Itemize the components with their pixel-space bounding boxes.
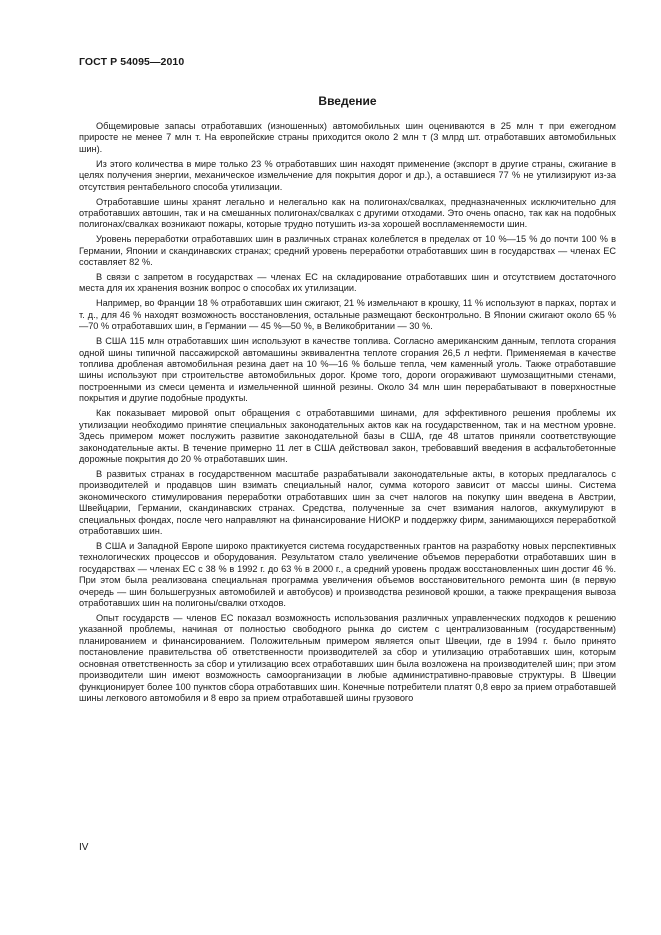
paragraph-9: В развитых странах в государственном масштабе разрабатывали законодательные акты, в которых предлагалось с производителей и продавцов шин взимать специальный налог, сумма которого зависит от массы шины. Система экономического стимулирования переработки отработавших шин за счет налогов на покупку шин введена в Австрии, Швейцарии, Германии, скандинавских странах. Средства, полученные за счет взимания налогов, аккумулируют в специальных фондах, после чего направляют на финансирование НИОКР и поддержку фирм, занимающихся переработкой отработавших шин.	[79, 468, 616, 537]
paragraph-5: В связи с запретом в государствах — членах ЕС на складирование отработавших шин и отсутствием достаточного места для их хранения возник вопрос о способах их утилизации.	[79, 272, 616, 294]
paragraph-4: Уровень переработки отработавших шин в различных странах колеблется в пределах от 10 %—15 % до почти 100 % в Германии, Японии и скандинавских странах; средний уровень переработки отработавших шин в государствах — членах ЕС составляет 82 %.	[79, 234, 616, 268]
page-number: IV	[79, 842, 89, 853]
paragraph-2: Из этого количества в мире только 23 % отработавших шин находят применение (экспорт в другие страны, сжигание в целях получения энергии, механическое измельчение для покрытия дорог и др.), а оставшиеся 77 % не утилизируют из-за отсутствия рентабельного способа утилизации.	[79, 158, 616, 192]
paragraph-11: Опыт государств — членов ЕС показал возможность использования различных управленческих подходов к решению указанной проблемы, начиная от полностью свободного рынка до систем с централизованным (государственным) планированием и финансированием. Положительным примером является опыт Швеции, где в 1994 г. было принято постановление правительства об ответственности производителей за сбор и утилизацию отработавших шин, которым основная ответственность за сбор и утилизацию всех отработавших шин была возложена на производителей шин; при этом производители шин имеют возможность самоорганизации в любые административно-правовые структуры. В Швеции функционирует более 100 пунктов сбора отработавших шин. Конечные потребители платят 0,8 евро за прием отработавшей шины легкового автомобиля и 8 евро за прием отработавшей шины грузового	[79, 613, 616, 704]
document-header-standard-code: ГОСТ Р 54095—2010	[79, 56, 185, 68]
document-body	[79, 121, 616, 708]
paragraph-7: В США 115 млн отработавших шин используют в качестве топлива. Согласно американским данным, теплота сгорания одной шины типичной пассажирской автомашины эквивалентна теплоте сгорания 26,5 л нефти. Применяемая в качестве топлива дробленая автомобильная резина дает на 10 %—16 % больше тепла, чем каменный уголь. Также отработавшие шины используют при строительстве автомобильных дорог. Кроме того, дороги огораживают шумозащитными стенами, построенными из смеси цемента и измельченной шинной резины. Около 34 млн шин перерабатывают в поверхностные покрытия и другие подобные продукты.	[79, 336, 616, 404]
paragraph-3: Отработавшие шины хранят легально и нелегально как на полигонах/свалках, предназначенных исключительно для отработавших автошин, так и на смешанных полигонах/свалках с другими отходами. Это очень опасно, так как на подобных полигонах/свалках возникают пожары, которые трудно потушить из-за хорошей воспламеняемости шин.	[79, 196, 616, 230]
paragraph-1: Общемировые запасы отработавших (изношенных) автомобильных шин оцениваются в 25 млн т при ежегодном приросте не менее 7 млн т. На европейские страны приходится около 2 млн т (3 млрд шт. отработавших автомобильных шин).	[79, 121, 616, 154]
paragraph-8: Как показывает мировой опыт обращения с отработавшими шинами, для эффективного решения проблемы их утилизации необходимо принятие специальных законодательных актов как на государственном, так и на местном уровне. Здесь примером может послужить развитие законодательной базы в США, где 48 штатов приняли соответствующие законодательные акты. В течение примерно 11 лет в США действовал закон, требовавший введения в асфальтобетонные дорожные покрытия до 20 % отработавших шин.	[79, 408, 616, 464]
paragraph-6: Например, во Франции 18 % отработавших шин сжигают, 21 % измельчают в крошку, 11 % используют в парках, портах и т. д., для 46 % находят возможность восстановления, остальные размещают бесконтрольно. В Японии сжигают около 65 %—70 % отработавших шин, в Германии — 45 %—50 %, в Великобритании — 30 %.	[79, 298, 616, 332]
paragraph-10: В США и Западной Европе широко практикуется система государственных грантов на разработку новых перспективных технологических процессов и оборудования. Результатом стало увеличение объемов переработки отработавших шин в государствах — членах ЕС с 38 % в 1992 г. до 63 % в 2000 г., а средний уровень продаж восстановленных шин достиг 46 %. При этом была реализована специальная программа увеличения объемов восстановительного ремонта шин (в первую очередь — шин большегрузных автомобилей и автобусов) и производства резиновой крошки, а также прекращения вывоза отработавших шин на полигоны/свалки отходов.	[79, 540, 616, 609]
section-title: Введение	[318, 94, 377, 108]
